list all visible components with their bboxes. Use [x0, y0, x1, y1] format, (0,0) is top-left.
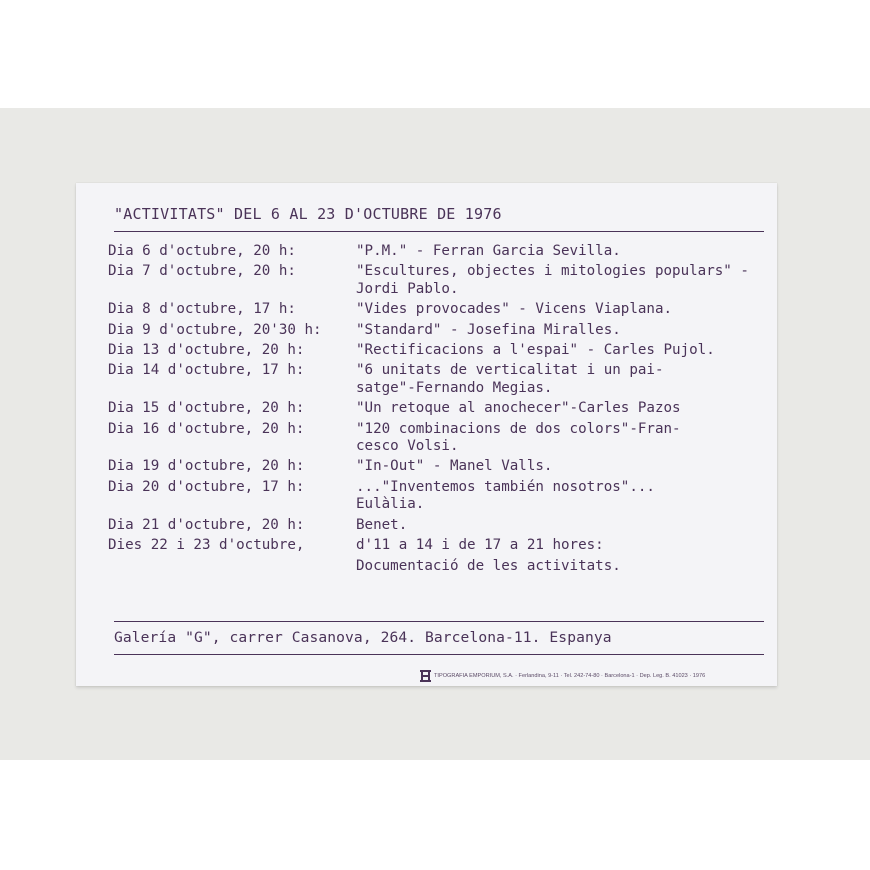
entry-title: "120 combinacions de dos colors"-Fran- cesco Volsi. — [356, 420, 681, 455]
entry-title: "Standard" - Josefina Miralles. — [356, 321, 621, 338]
list-item — [108, 362, 768, 397]
gallery-address: Galería "G", carrer Casanova, 264. Barcelona-11. Espanya — [114, 629, 612, 646]
entry-date: Dia 9 d'octubre, 20'30 h: — [108, 321, 322, 338]
entry-date — [108, 558, 356, 575]
invitation-card — [76, 183, 777, 686]
list-item — [108, 400, 768, 417]
printer-logo-icon — [420, 670, 431, 682]
list-item — [108, 479, 768, 514]
imprint-text: TIPOGRAFIA EMPORIUM, S.A. · Ferlandina, 9-11 · Tel. 242-74-80 · Barcelona-1 · Dep. Leg. B. 41023 · 1976 — [434, 673, 706, 679]
list-item — [108, 458, 768, 475]
entry-title: "In-Out" - Manel Valls. — [356, 458, 553, 475]
entry-title: "6 unitats de verticalitat i un pai- satge"-Fernando Megias. — [356, 362, 664, 396]
entry-date: Dia 19 d'octubre, 20 h: — [108, 458, 305, 475]
entry-date: Dia 13 d'octubre, 20 h: — [108, 342, 305, 359]
entry-title: "Un retoque al anochecer"-Carles Pazos — [356, 400, 681, 417]
list-item — [108, 342, 768, 359]
list-item — [108, 301, 768, 318]
footer-rule-bottom — [114, 654, 764, 655]
entry-title: "Rectificacions a l'espai" - Carles Pujol. — [356, 342, 715, 359]
entry-date: Dia 14 d'octubre, 17 h: — [108, 362, 305, 379]
entry-date: Dia 16 d'octubre, 20 h: — [108, 420, 305, 437]
entry-date: Dia 21 d'octubre, 20 h: — [108, 516, 305, 533]
entry-title: "P.M." - Ferran Garcia Sevilla. — [356, 243, 621, 259]
entry-date: Dia 8 d'octubre, 17 h: — [108, 301, 296, 318]
entry-title: "Vides provocades" - Vicens Viaplana. — [356, 301, 673, 318]
entry-date: Dia 7 d'octubre, 20 h: — [108, 263, 296, 280]
entry-title: Documentació de les activitats. — [356, 557, 621, 574]
list-item — [108, 558, 768, 575]
printer-imprint — [420, 670, 705, 682]
list-item — [108, 421, 768, 456]
title-rule — [114, 231, 764, 232]
schedule-list — [108, 243, 768, 578]
list-item — [108, 243, 768, 260]
entry-date: Dia 15 d'octubre, 20 h: — [108, 400, 305, 417]
entry-title: Benet. — [356, 516, 408, 533]
list-item — [108, 263, 768, 298]
list-item — [108, 517, 768, 534]
list-item — [108, 537, 768, 554]
entry-title: ..."Inventemos también nosotros"... Eulàlia. — [356, 478, 655, 513]
entry-title: d'11 a 14 i de 17 a 21 hores: — [356, 537, 604, 554]
entry-date: Dia 20 d'octubre, 17 h: — [108, 478, 305, 495]
entry-date: Dia 6 d'octubre, 20 h: — [108, 243, 296, 259]
list-item — [108, 322, 768, 339]
footer-rule-top — [114, 621, 764, 622]
entry-date: Dies 22 i 23 d'octubre, — [108, 537, 305, 554]
card-title: "ACTIVITATS" DEL 6 AL 23 D'OCTUBRE DE 1976 — [114, 205, 502, 223]
entry-title: "Escultures, objectes i mitologies populars" - Jordi Pablo. — [356, 263, 749, 297]
